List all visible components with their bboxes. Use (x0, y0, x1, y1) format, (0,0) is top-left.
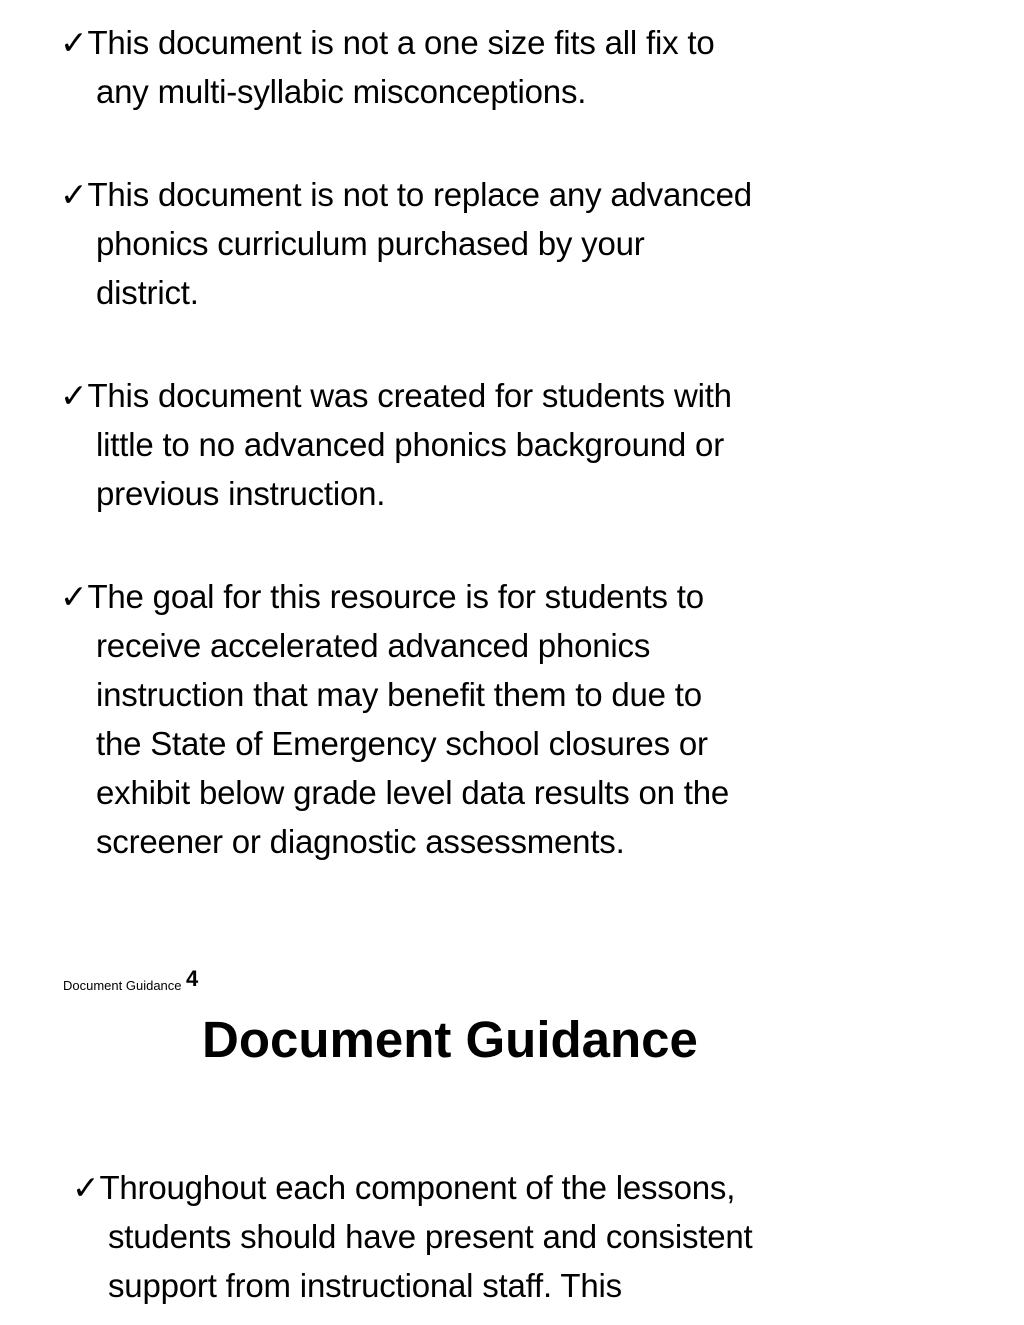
bullet-item-3 (60, 371, 732, 518)
bullet-line: ✓The goal for this resource is for students to (60, 578, 704, 615)
bullet-line: support from instructional staff. This (108, 1267, 622, 1304)
bullet-line: ✓This document was created for students with (60, 377, 732, 414)
page-title: Document Guidance (202, 1011, 698, 1068)
bullet-line: instruction that may benefit them to due to (96, 676, 702, 713)
bullet-line: little to no advanced phonics background or (96, 426, 724, 463)
bullet-line: screener or diagnostic assessments. (96, 823, 625, 860)
bullet-line: any multi-syllabic misconceptions. (96, 73, 587, 110)
bullet-line: ✓This document is not to replace any advanced (60, 176, 752, 213)
page-footer (63, 966, 198, 995)
bullet-line: previous instruction. (96, 475, 386, 512)
bullet-line: district. (96, 274, 199, 311)
bullet-item-2 (60, 170, 752, 317)
bullet-line: exhibit below grade level data results on the (96, 774, 730, 811)
bullet-item-4 (60, 572, 729, 866)
bullet-item-5 (72, 1163, 753, 1310)
page-number: 4 (185, 966, 199, 991)
bullet-item-1 (60, 18, 715, 116)
footer-label: Document Guidance (63, 978, 182, 993)
bullet-line: phonics curriculum purchased by your (96, 225, 645, 262)
bullet-line: ✓This document is not a one size fits all fix to (60, 24, 715, 61)
bullet-line: the State of Emergency school closures or (96, 725, 708, 762)
bullet-line: students should have present and consistent (108, 1218, 753, 1255)
bullet-line: receive accelerated advanced phonics (96, 627, 651, 664)
bullet-line: ✓Throughout each component of the lessons, (72, 1169, 736, 1206)
